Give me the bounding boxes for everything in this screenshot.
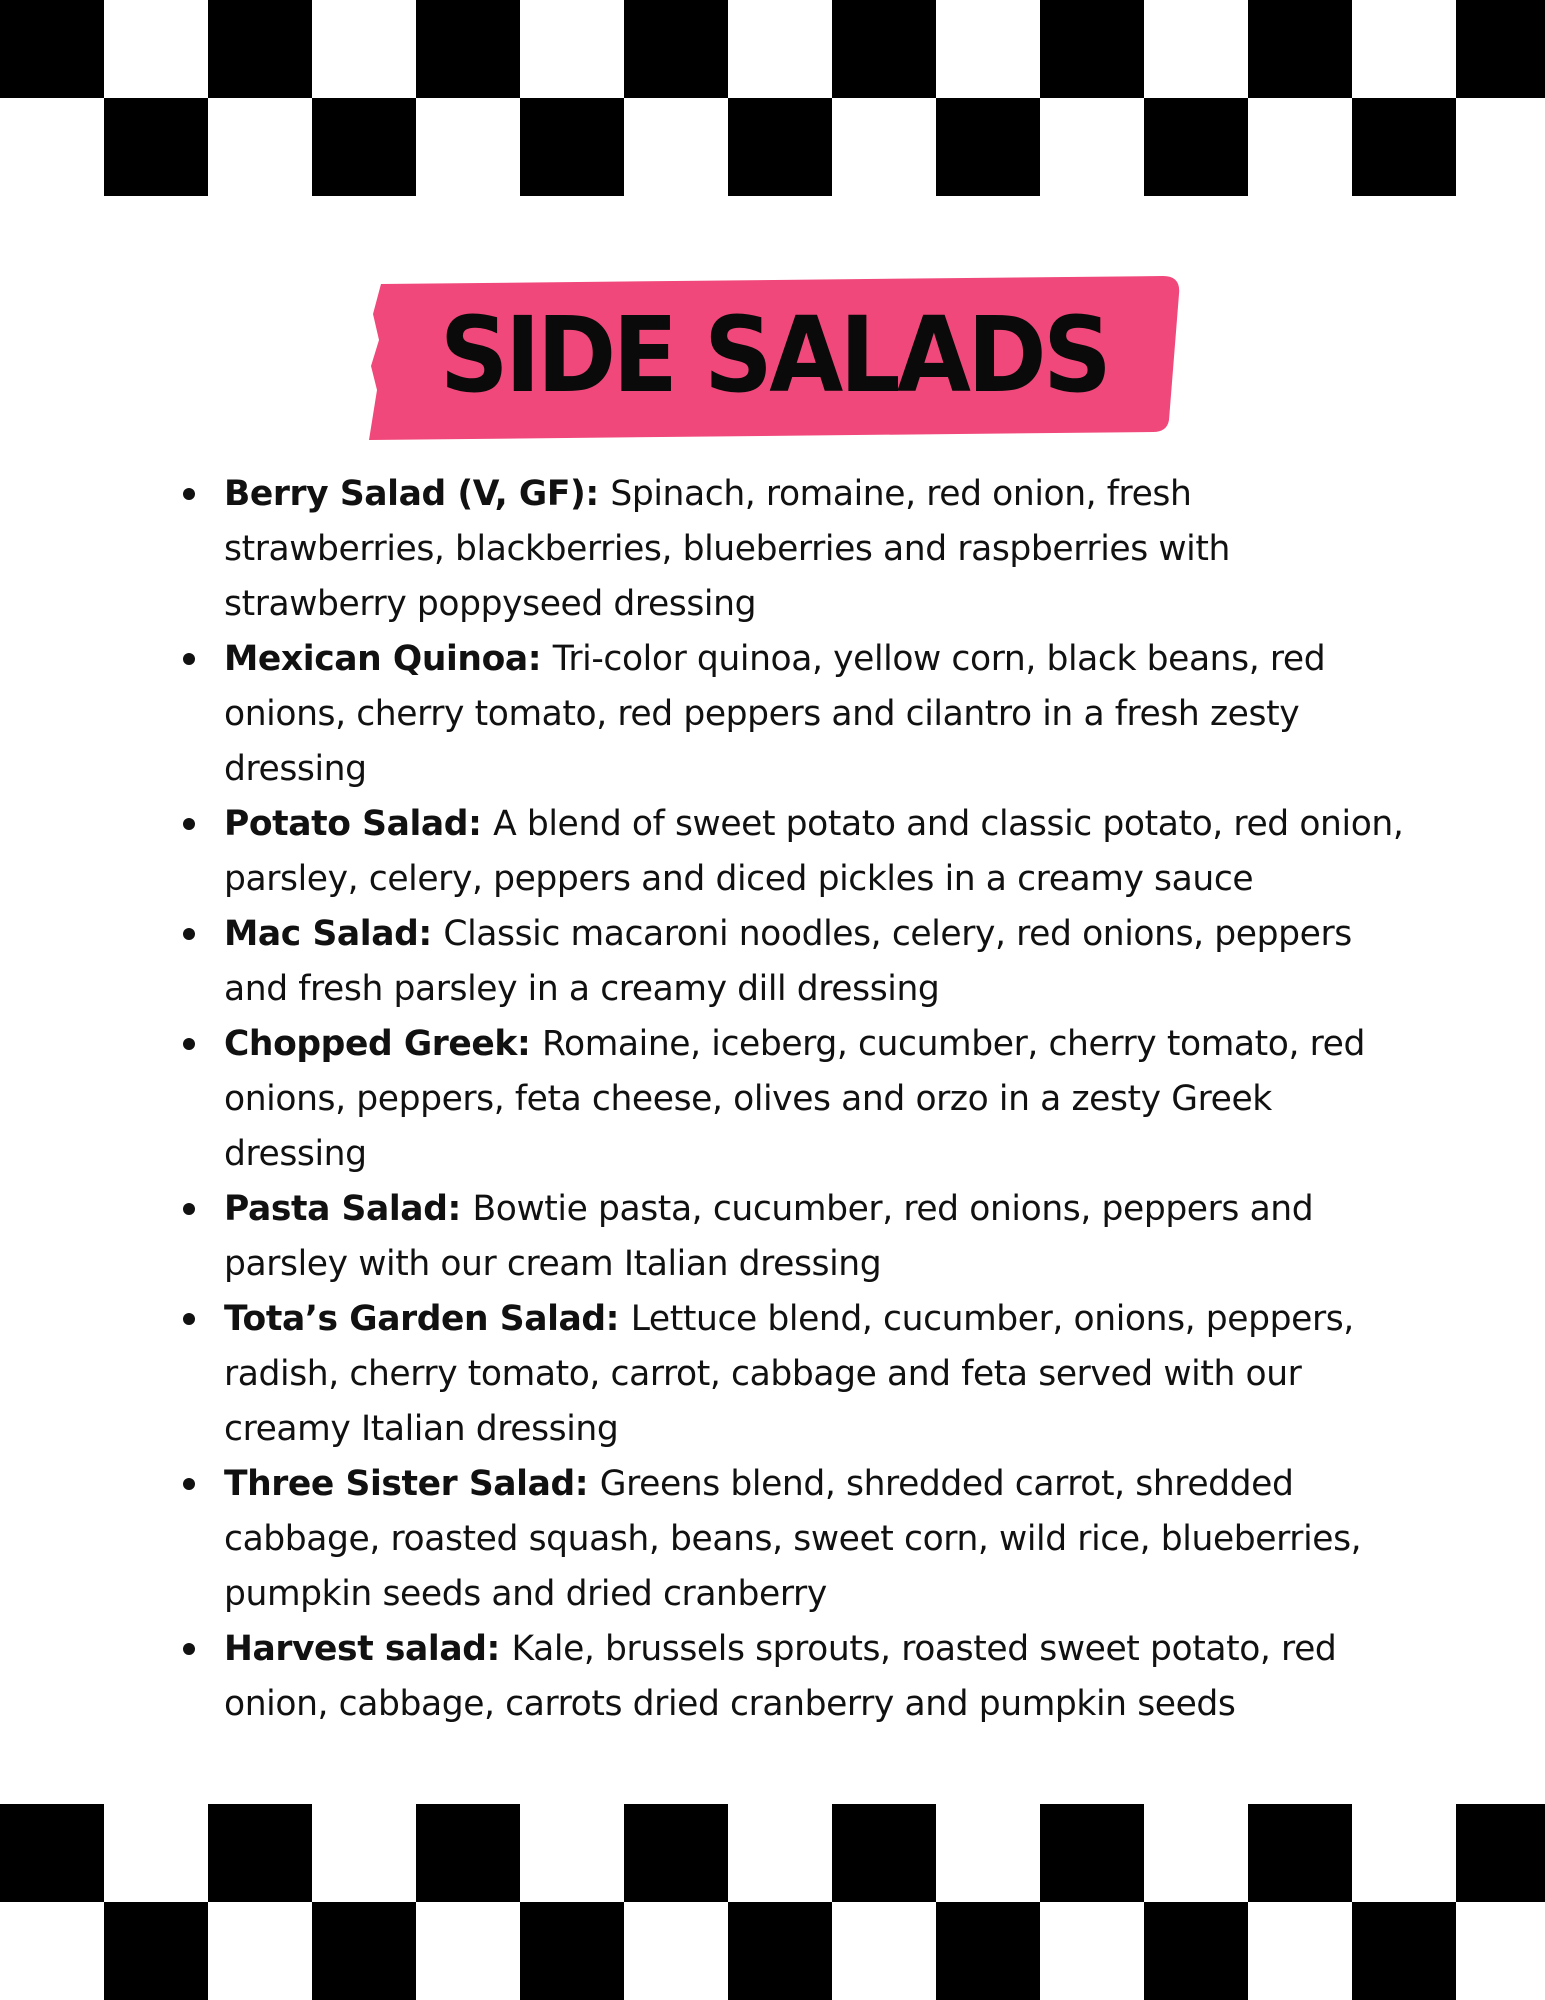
menu-item	[180, 907, 1410, 1017]
checker-square	[416, 1902, 520, 2000]
menu-item	[180, 1182, 1410, 1292]
item-description: Lettuce blend, cucumber, onions, peppers, radish, cherry tomato, carrot, cabbage and feta served with our creamy Italian dressing	[224, 1299, 1354, 1449]
checkerboard-border-top	[0, 0, 1545, 196]
item-name: Tota’s Garden Salad:	[224, 1299, 631, 1339]
checker-square	[0, 0, 104, 98]
checker-square	[1248, 0, 1352, 98]
bullet-icon	[183, 818, 195, 830]
checker-square	[624, 98, 728, 196]
checker-square	[1352, 0, 1456, 98]
checker-square	[0, 1804, 104, 1902]
checker-square	[832, 1902, 936, 2000]
checker-square	[208, 98, 312, 196]
checker-square	[1456, 1902, 1545, 2000]
checker-square	[0, 98, 104, 196]
checker-square	[728, 1902, 832, 2000]
checker-square	[1248, 98, 1352, 196]
checker-square	[1040, 1804, 1144, 1902]
bullet-icon	[183, 1478, 195, 1490]
checker-square	[1144, 0, 1248, 98]
bullet-icon	[183, 488, 195, 500]
menu-item	[180, 1622, 1410, 1732]
item-name: Berry Salad (V, GF):	[224, 474, 611, 514]
checker-square	[936, 98, 1040, 196]
bullet-icon	[183, 1038, 195, 1050]
checker-square	[624, 0, 728, 98]
checker-square	[312, 98, 416, 196]
checker-square	[520, 98, 624, 196]
bullet-icon	[183, 1203, 195, 1215]
checker-square	[1248, 1902, 1352, 2000]
checker-square	[936, 0, 1040, 98]
bullet-icon	[183, 1643, 195, 1655]
item-description: Greens blend, shredded carrot, shredded cabbage, roasted squash, beans, sweet corn, wild rice, blueberries, pumpkin seeds and dried cranberry	[224, 1464, 1362, 1614]
item-name: Mexican Quinoa:	[224, 639, 553, 679]
menu-item	[180, 467, 1410, 632]
bullet-icon	[183, 1313, 195, 1325]
item-description: Kale, brussels sprouts, roasted sweet potato, red onion, cabbage, carrots dried cranberry and pumpkin seeds	[224, 1629, 1337, 1724]
item-description: Classic macaroni noodles, celery, red onions, peppers and fresh parsley in a creamy dill dressing	[224, 914, 1352, 1009]
item-description: A blend of sweet potato and classic potato, red onion, parsley, celery, peppers and diced pickles in a creamy sauce	[224, 804, 1404, 899]
checker-square	[728, 1804, 832, 1902]
menu-item	[180, 1457, 1410, 1622]
checker-square	[728, 98, 832, 196]
item-name: Pasta Salad:	[224, 1189, 473, 1229]
checker-square	[312, 1902, 416, 2000]
checker-square	[520, 0, 624, 98]
checker-square	[1040, 0, 1144, 98]
checker-square	[832, 98, 936, 196]
checker-square	[208, 1902, 312, 2000]
checker-square	[312, 1804, 416, 1902]
item-description: Bowtie pasta, cucumber, red onions, peppers and parsley with our cream Italian dressing	[224, 1189, 1314, 1284]
item-name: Chopped Greek:	[224, 1024, 542, 1064]
checker-square	[1352, 98, 1456, 196]
checker-square	[832, 0, 936, 98]
checker-square	[728, 0, 832, 98]
checker-square	[520, 1804, 624, 1902]
title-banner	[363, 270, 1185, 440]
checker-square	[1352, 1902, 1456, 2000]
item-name: Potato Salad:	[224, 804, 494, 844]
checker-square	[1248, 1804, 1352, 1902]
checkerboard-border-bottom	[0, 1804, 1545, 2000]
salad-menu-list	[180, 467, 1410, 1732]
checker-square	[0, 1902, 104, 2000]
checker-square	[208, 1804, 312, 1902]
item-name: Three Sister Salad:	[224, 1464, 600, 1504]
menu-item	[180, 797, 1410, 907]
checker-square	[312, 0, 416, 98]
item-description: Romaine, iceberg, cucumber, cherry tomato, red onions, peppers, feta cheese, olives and orzo in a zesty Greek dressing	[224, 1024, 1365, 1174]
menu-item	[180, 632, 1410, 797]
bullet-icon	[183, 653, 195, 665]
checker-square	[624, 1804, 728, 1902]
checker-square	[1352, 1804, 1456, 1902]
checker-square	[520, 1902, 624, 2000]
checker-square	[1040, 98, 1144, 196]
bullet-icon	[183, 928, 195, 940]
checker-square	[104, 0, 208, 98]
checker-square	[1144, 98, 1248, 196]
checker-square	[208, 0, 312, 98]
checker-square	[1456, 0, 1545, 98]
checker-square	[416, 0, 520, 98]
menu-item	[180, 1292, 1410, 1457]
checker-square	[1456, 1804, 1545, 1902]
checker-square	[104, 1804, 208, 1902]
checker-square	[1144, 1804, 1248, 1902]
checker-square	[104, 98, 208, 196]
checker-square	[624, 1902, 728, 2000]
checker-square	[416, 98, 520, 196]
checker-square	[1040, 1902, 1144, 2000]
checker-square	[1144, 1902, 1248, 2000]
item-description: Tri-color quinoa, yellow corn, black beans, red onions, cherry tomato, red peppers and cilantro in a fresh zesty dressing	[224, 639, 1326, 789]
item-description: Spinach, romaine, red onion, fresh strawberries, blackberries, blueberries and raspberries with strawberry poppyseed dressing	[224, 474, 1230, 624]
page-title: SIDE SALADS	[439, 294, 1109, 416]
item-name: Mac Salad:	[224, 914, 444, 954]
menu-item	[180, 1017, 1410, 1182]
checker-square	[416, 1804, 520, 1902]
checker-square	[832, 1804, 936, 1902]
checker-square	[936, 1804, 1040, 1902]
item-name: Harvest salad:	[224, 1629, 512, 1669]
checker-square	[936, 1902, 1040, 2000]
checker-square	[1456, 98, 1545, 196]
checker-square	[104, 1902, 208, 2000]
